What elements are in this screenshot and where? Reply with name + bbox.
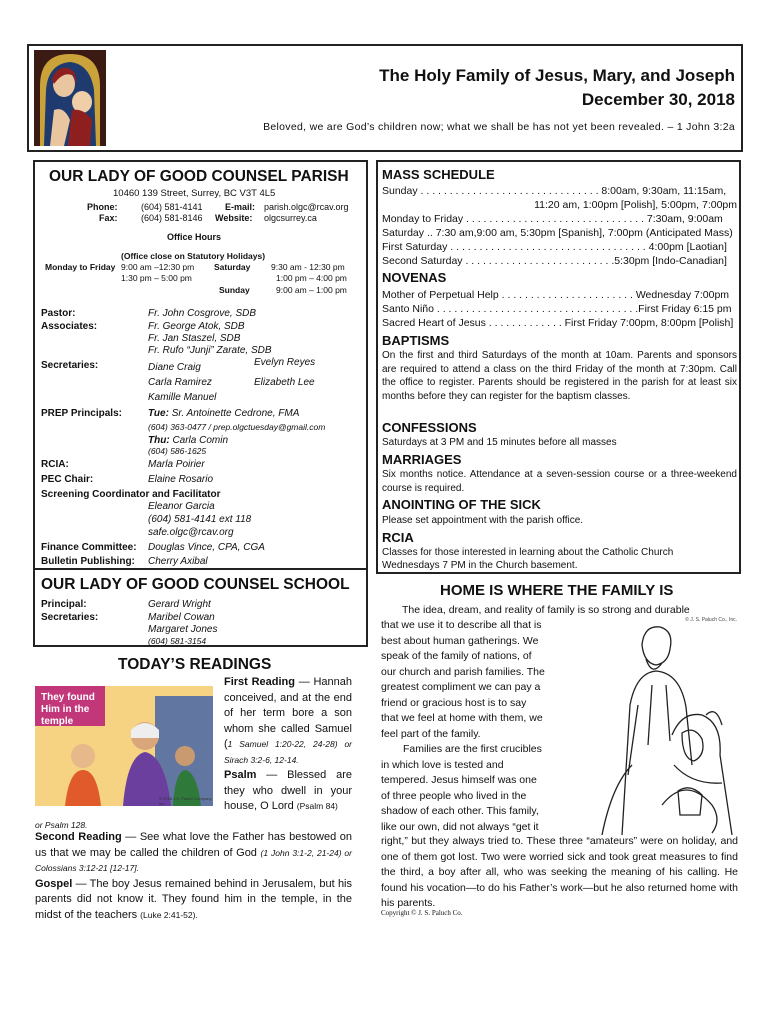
- home-p2-line-6: like our own, did not always “get it: [381, 820, 539, 833]
- gospel-text: — The boy Jesus remained behind in Jerusalem, but his parents did not know it. They found him in the temple, in the midst of the teachers: [35, 877, 352, 921]
- website-value[interactable]: olgcsurrey.ca: [264, 213, 317, 223]
- secretary-4: Elizabeth Lee: [254, 377, 315, 388]
- confessions-text: Saturdays at 3 PM and 15 minutes before all masses: [382, 437, 617, 448]
- novena-2: Santo Niño . . . . . . . . . . . . . . . . . . . . . . . . . . . . . . . . . . .First Friday 6:15 pm: [382, 303, 732, 315]
- associate-1: Fr. George Atok, SDB: [148, 321, 245, 332]
- pastor-name: Fr. John Cosgrove, SDB: [148, 308, 257, 319]
- screening-email[interactable]: safe.olgc@rcav.org: [148, 527, 234, 538]
- psalm-text: — Blessed are they who dwell in your house, O Lord: [224, 769, 352, 812]
- prep-tuesday: [148, 408, 299, 419]
- school-phone: (604) 581-3154: [148, 636, 207, 646]
- novenas-title: NOVENAS: [382, 270, 447, 285]
- website-label: Website:: [215, 213, 253, 223]
- pec-label: PEC Chair:: [41, 474, 94, 485]
- mass-sunday: [382, 184, 737, 198]
- office-hours-note: (Office close on Statutory Holidays): [121, 251, 266, 261]
- bulletin-label: Bulletin Publishing:: [41, 556, 135, 567]
- screening-label: Screening Coordinator and Facilitator: [41, 489, 221, 500]
- prep-thu-phone: (604) 586-1625: [148, 446, 207, 456]
- finance-committee: Douglas Vince, CPA, CGA: [148, 542, 265, 553]
- home-p2-line-3: tempered. Jesus himself was one: [381, 774, 537, 786]
- second-reading-text: — See what love the Father has bestowed on us that we may be called the children of God: [35, 831, 352, 859]
- rcia-contact: Marla Poirier: [148, 459, 205, 470]
- mass-sunday-times: 8:00am, 9:30am, 11:15am,: [601, 185, 727, 197]
- baptisms-text: On the first and third Saturdays of the month at 10am. Parents and sponsors are required to attend a class on the third Friday of the month at 7:30pm. Call the office to register. Parents should be registered in the parish for at least six months before they can register for the baptism classes.: [382, 350, 737, 402]
- home-p1-line-8: feel part of the family.: [381, 727, 481, 740]
- home-article-image: [582, 615, 737, 835]
- first-reading-label: First Reading: [224, 676, 295, 688]
- principal-name: Gerard Wright: [148, 599, 211, 610]
- mass-sunday-times-2: 11:20 am, 1:00pm [Polish], 5:00pm, 7:00pm: [534, 199, 737, 211]
- mass-second-saturday: Second Saturday . . . . . . . . . . . . . . . . . . . . . . . . . .5:30pm [Indo-Canadian]: [382, 255, 727, 267]
- mass-times: [382, 184, 737, 268]
- mass-schedule-box: [376, 160, 741, 574]
- school-name: OUR LADY OF GOOD COUNSEL SCHOOL: [41, 576, 350, 593]
- sat-hours: 9:30 am - 12:30 pm: [271, 262, 345, 272]
- home-article-title: HOME IS WHERE THE FAMILY IS: [440, 582, 674, 599]
- secretary-5: Kamille Manuel: [148, 392, 217, 403]
- mass-schedule-title: MASS SCHEDULE: [382, 167, 495, 182]
- school-divider: [35, 568, 366, 570]
- first-reading-ref: 1 Samuel 1:20-22, 24-28) or Sirach 3:2-6, 12-14.: [224, 739, 352, 765]
- associate-3: Fr. Rufo “Junji” Zarate, SDB: [148, 345, 272, 356]
- prep-tue-name: Sr. Antoinette Cedrone, FMA: [171, 408, 300, 419]
- baptisms-title: BAPTISMS: [382, 333, 450, 348]
- second-reading-label: Second Reading: [35, 831, 122, 843]
- prep-label: PREP Principals:: [41, 408, 122, 419]
- parish-info-box: [33, 160, 368, 647]
- mf-label: Monday to Friday: [45, 262, 116, 272]
- mass-first-saturday: First Saturday . . . . . . . . . . . . . . . . . . . . . . . . . . . . . . . . . . 4:00pm [Laotian]: [382, 241, 727, 253]
- anointing-text: Please set appointment with the parish office.: [382, 515, 584, 526]
- prep-tue-label: Tue:: [148, 408, 169, 419]
- home-p2-line-2: in which love is tested and: [381, 758, 504, 771]
- anointing-title: ANOINTING OF THE SICK: [382, 497, 541, 512]
- home-p1-line-4: our church and parish families. The: [381, 665, 545, 678]
- pec-chair: Elaine Rosario: [148, 474, 214, 485]
- home-p2-line-1: Families are the first crucibles: [403, 743, 542, 755]
- office-hours-title: Office Hours: [167, 232, 222, 242]
- associates-label: Associates:: [41, 321, 98, 332]
- fax-value: (604) 581-8146: [141, 213, 203, 223]
- readings-image-copyright: © 2018 J.S. Paluch Company, Inc.: [159, 796, 213, 806]
- school-secretary-2: Margaret Jones: [148, 624, 218, 635]
- secretaries-label: Secretaries:: [41, 360, 99, 371]
- school-secretaries-label: Secretaries:: [41, 612, 99, 623]
- home-p1-line-5: greatest compliment we can pay a: [381, 681, 541, 693]
- email-label: E-mail:: [225, 202, 256, 212]
- marriages-title: MARRIAGES: [382, 452, 462, 467]
- home-copyright: Copyright © J. S. Paluch Co.: [381, 909, 463, 917]
- header-verse: Beloved, we are God’s children now; what we shall be has not yet been revealed. – 1 John 3:2a: [263, 121, 735, 133]
- holy-family-sketch: [582, 615, 737, 835]
- readings-image: [35, 686, 213, 806]
- pastor-label: Pastor:: [41, 308, 76, 319]
- finance-label: Finance Committee:: [41, 542, 137, 553]
- parish-name: OUR LADY OF GOOD COUNSEL PARISH: [49, 168, 349, 185]
- principal-label: Principal:: [41, 599, 87, 610]
- home-p2-line-4: of three people who lived in the: [381, 789, 527, 802]
- rcia-contact-label: RCIA:: [41, 459, 69, 470]
- psalm-alt: or Psalm 128.: [35, 820, 88, 830]
- screening-phone: (604) 581-4141 ext 118: [148, 514, 252, 525]
- madonna-and-child-image: [34, 50, 106, 146]
- home-p1-line-2: best about human gatherings. We: [381, 634, 539, 647]
- secretary-2: Evelyn Reyes: [254, 357, 316, 368]
- mass-saturday: Saturday .. 7:30 am,9:00 am, 5:30pm [Spanish], 7:00pm (Anticipated Mass): [382, 227, 733, 239]
- school-secretary-1: Maribel Cowan: [148, 612, 215, 623]
- second-reading-ref: (1 John 3:1-2, 21-24) or Colossians 3:12-21 [12-17].: [35, 847, 352, 873]
- rcia-text: [382, 546, 737, 572]
- prep-thu-label: Thu:: [148, 435, 170, 446]
- associate-2: Fr. Jan Staszel, SDB: [148, 333, 241, 344]
- rcia-line-2: Wednesdays 7 PM in the Church basement.: [382, 560, 578, 571]
- gospel-ref: (Luke 2:41-52).: [140, 909, 198, 920]
- readings-image-caption: They found Him in the temple: [41, 692, 95, 727]
- home-image-copyright: © J. S. Paluch Co., Inc.: [685, 617, 737, 623]
- home-p1-line-3: speak of the family of nations, of: [381, 650, 532, 662]
- bulletin-date: December 30, 2018: [581, 90, 735, 109]
- second-reading-gospel: [35, 830, 352, 923]
- home-p1-line-6: friend or gracious host is to say: [381, 696, 527, 709]
- sun-label: Sunday: [219, 285, 250, 295]
- phone-value: (604) 581-4141: [141, 202, 203, 212]
- home-p1-line-1: that we use it to describe all that is: [381, 619, 542, 631]
- phone-label: Phone:: [87, 202, 118, 212]
- email-value[interactable]: parish.olgc@rcav.org: [264, 202, 349, 212]
- confessions-title: CONFESSIONS: [382, 420, 477, 435]
- bulletin-publishing: Cherry Axibal: [148, 556, 208, 567]
- home-paragraph-1-first: The idea, dream, and reality of family is so strong and durable: [402, 604, 690, 616]
- novena-1: Mother of Perpetual Help . . . . . . . . . . . . . . . . . . . . . . . Wednesday 7:00pm: [382, 289, 730, 301]
- prep-thu-name: Carla Comin: [172, 435, 229, 446]
- secretary-3: Carla Ramirez: [148, 377, 212, 388]
- readings-title: TODAY’S READINGS: [118, 656, 272, 673]
- novenas-list: [382, 288, 737, 330]
- marriages-text: Six months notice. Attendance at a seven-session course or a three-weekend course is required.: [382, 469, 737, 494]
- sat-hours-2: 1:00 pm – 4:00 pm: [276, 273, 347, 283]
- psalm-label: Psalm: [224, 769, 257, 781]
- parish-address: 10460 139 Street, Surrey, BC V3T 4L5: [113, 188, 276, 199]
- home-p2-line-5: shadow of each other. This family,: [381, 805, 539, 817]
- header-box: [27, 44, 743, 152]
- secretary-1: Diane Craig: [148, 362, 201, 373]
- bulletin-title: The Holy Family of Jesus, Mary, and Joseph: [379, 66, 735, 85]
- mass-sunday-label: Sunday . . . . . . . . . . . . . . . . . . . . . . . . . . . . . . .: [382, 185, 599, 197]
- fax-label: Fax:: [99, 213, 118, 223]
- mf-hours-2: 1:30 pm – 5:00 pm: [121, 273, 192, 283]
- sat-label: Saturday: [214, 262, 251, 272]
- novena-3: Sacred Heart of Jesus . . . . . . . . . . . . . First Friday 7:00pm, 8:00pm [Polish]: [382, 317, 734, 329]
- mf-hours-1: 9:00 am –12:30 pm: [121, 262, 195, 272]
- sun-hours: 9:00 am – 1:00 pm: [276, 285, 347, 295]
- gospel-label: Gospel: [35, 877, 73, 890]
- psalm-ref: (Psalm 84): [296, 801, 338, 811]
- home-paragraph-2-rest: right,” but they always tried to. These three “amateurs” were on holiday, and one of them got lost. Two were worried sick and took great measures to find the third, a boy after all, who was seeking the meaning of his calling. He found his vocation—to do his Father’s work—but he also returned home with his parents.: [381, 835, 738, 909]
- rcia-line-1: Classes for those interested in learning about the Catholic Church: [382, 547, 674, 558]
- prep-thursday: [148, 435, 228, 446]
- prep-tue-contact: (604) 363-0477 / prep.olgctuesday@gmail.com: [148, 422, 326, 432]
- screening-name: Eleanor Garcia: [148, 501, 215, 512]
- first-reading-text: — Hannah conceived, and at the end of her term bore a son whom she called Samuel (: [224, 676, 352, 750]
- mass-weekday: Monday to Friday . . . . . . . . . . . . . . . . . . . . . . . . . . . . . . . 7:30am, 9:00am: [382, 213, 723, 225]
- home-p1-line-7: that we feel at home with them, we: [381, 712, 543, 724]
- home-text-column: [381, 618, 581, 835]
- first-reading-psalm: [224, 675, 352, 815]
- rcia-title: RCIA: [382, 530, 414, 545]
